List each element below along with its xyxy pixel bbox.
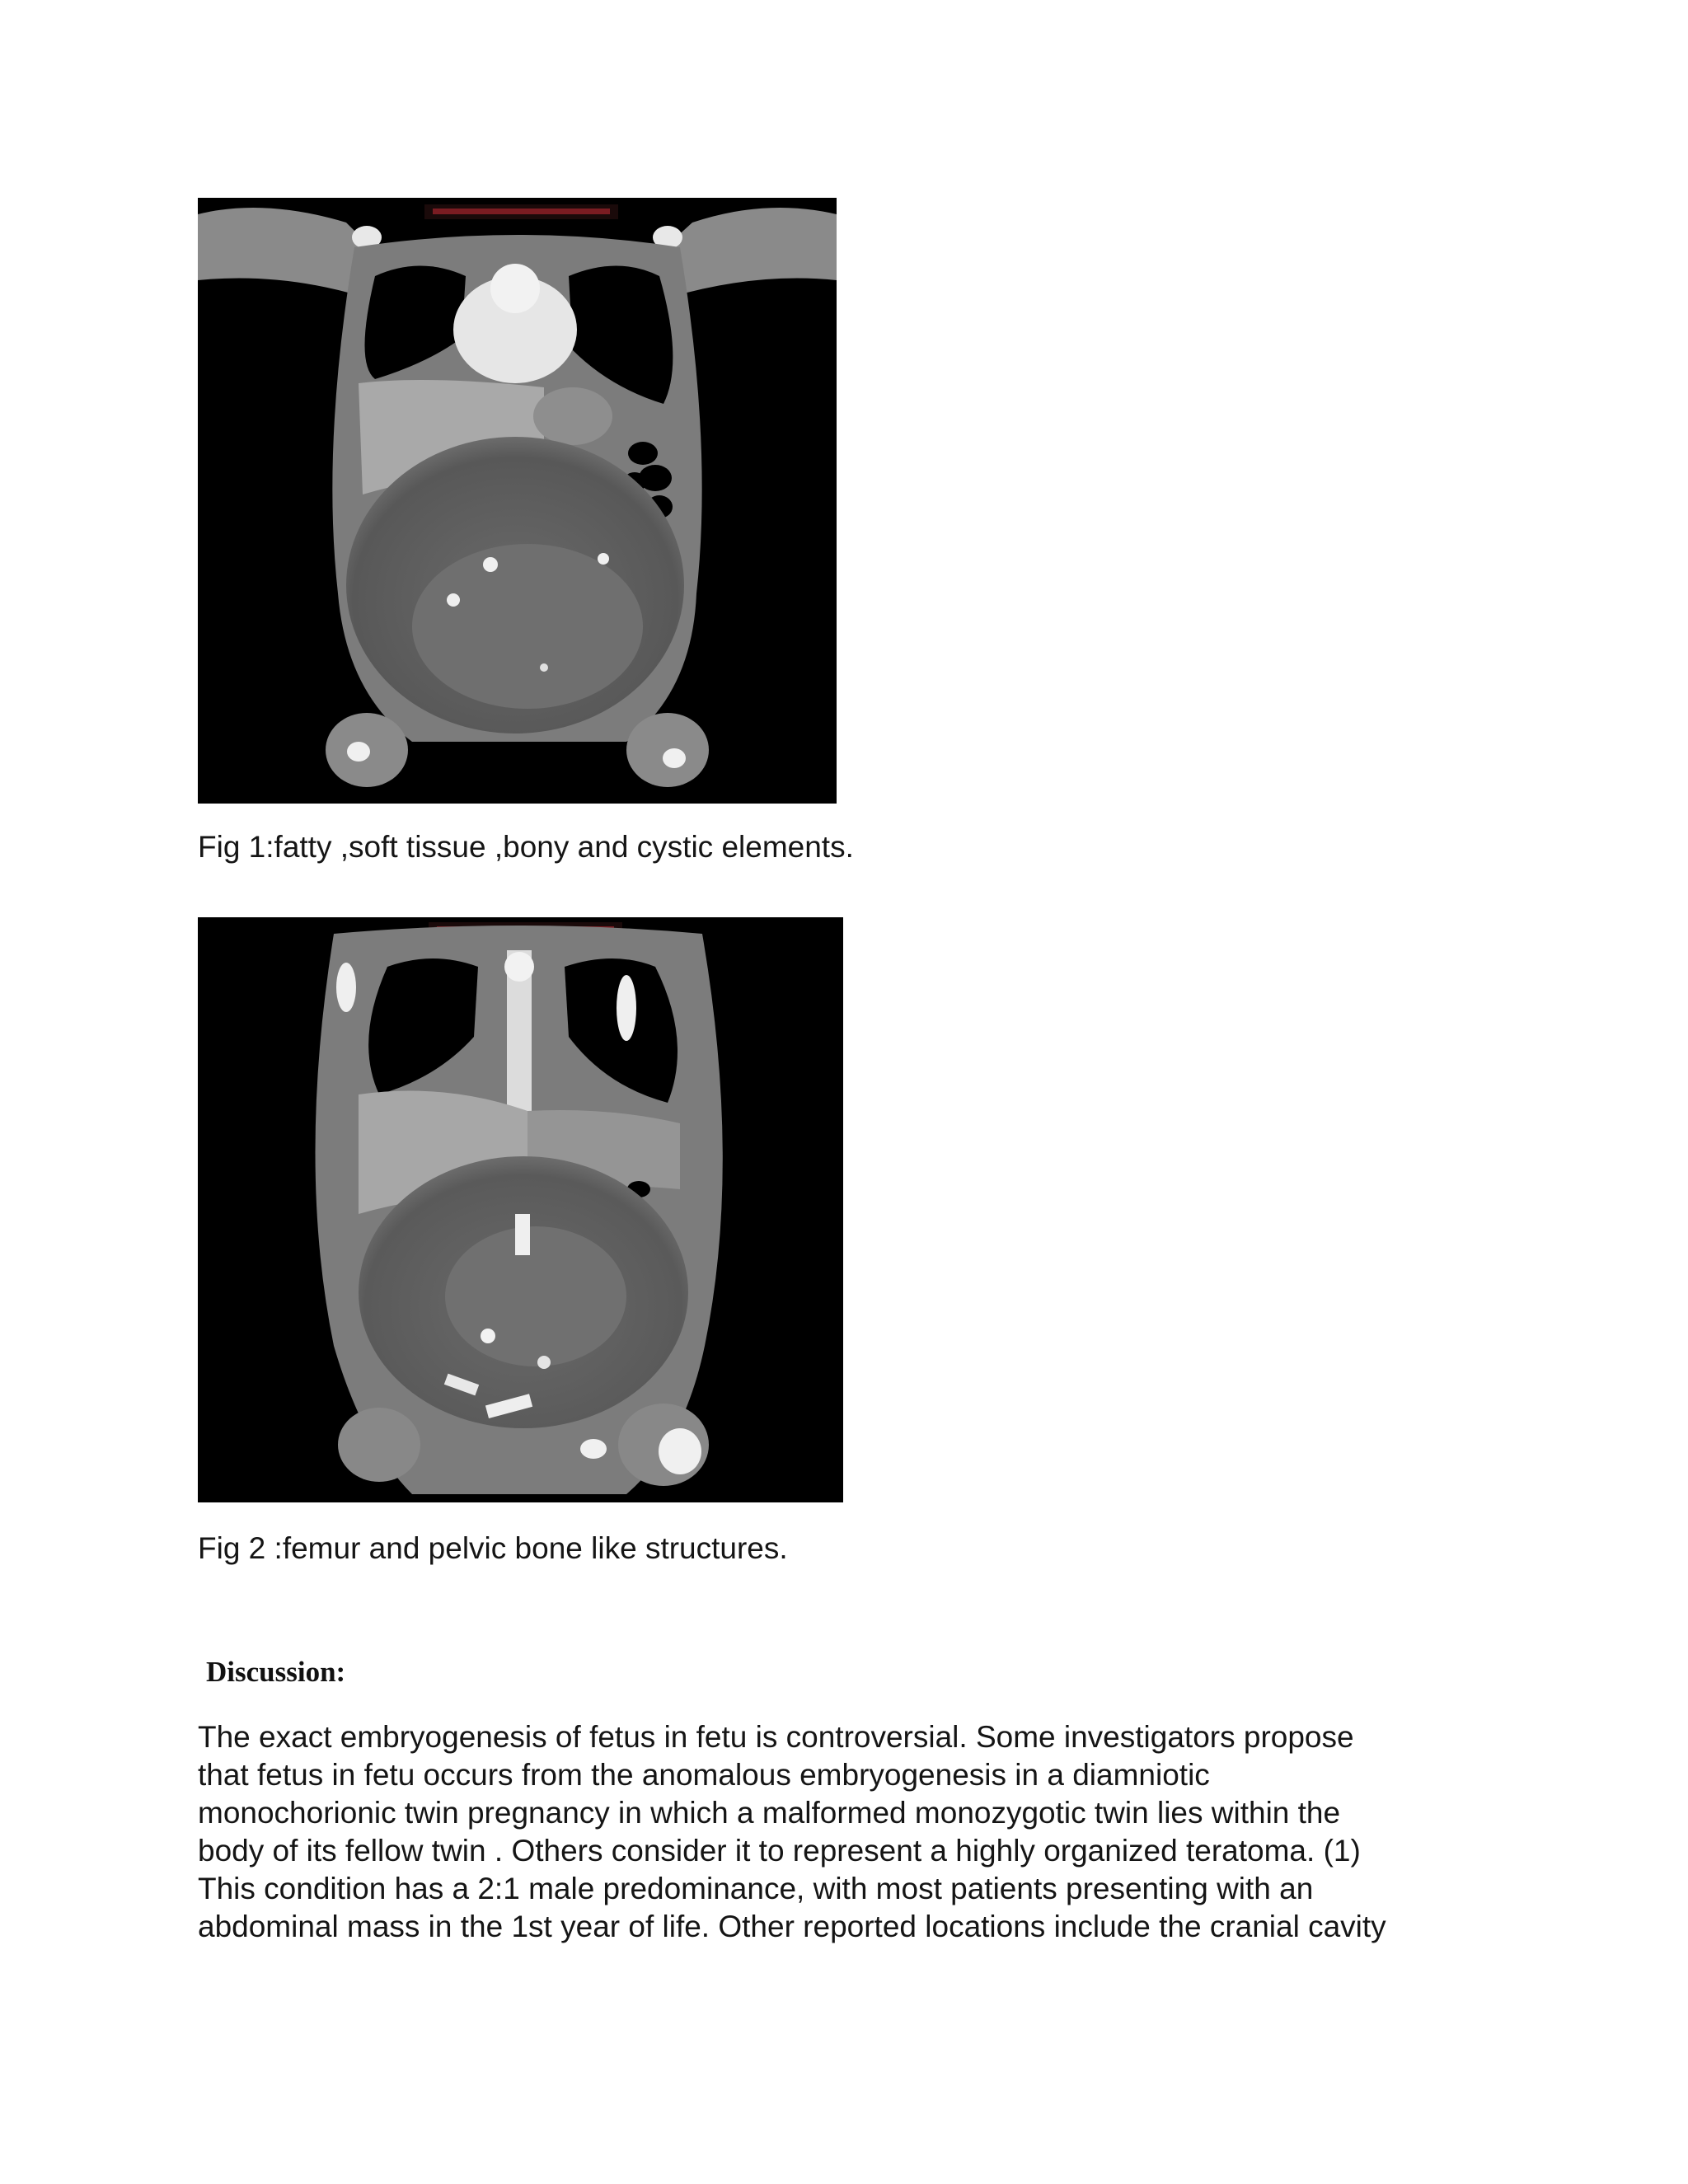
ct-scan-drawing-2 bbox=[198, 917, 843, 1502]
discussion-paragraph bbox=[198, 1718, 1533, 1946]
paragraph-line: abdominal mass in the 1st year of life. Other reported locations include the cranial cavity bbox=[198, 1910, 1386, 1943]
paragraph-line: monochorionic twin pregnancy in which a malformed monozygotic twin lies within the bbox=[198, 1796, 1341, 1830]
figure-1-caption: Fig 1:fatty ,soft tissue ,bony and cystic elements. bbox=[198, 830, 854, 864]
paragraph-line: The exact embryogenesis of fetus in fetu is controversial. Some investigators propose bbox=[198, 1720, 1354, 1754]
ct-scan-image-1 bbox=[198, 198, 837, 804]
paragraph-line: This condition has a 2:1 male predominance, with most patients presenting with an bbox=[198, 1872, 1314, 1905]
discussion-heading: Discussion: bbox=[206, 1656, 346, 1688]
ct-scan-drawing-1 bbox=[198, 198, 837, 804]
paragraph-line: that fetus in fetu occurs from the anomalous embryogenesis in a diamniotic bbox=[198, 1758, 1210, 1792]
figure-2-caption: Fig 2 :femur and pelvic bone like structures. bbox=[198, 1531, 788, 1565]
paragraph-line: body of its fellow twin . Others consider it to represent a highly organized teratoma. (1) bbox=[198, 1834, 1361, 1868]
ct-scan-image-2 bbox=[198, 917, 843, 1502]
